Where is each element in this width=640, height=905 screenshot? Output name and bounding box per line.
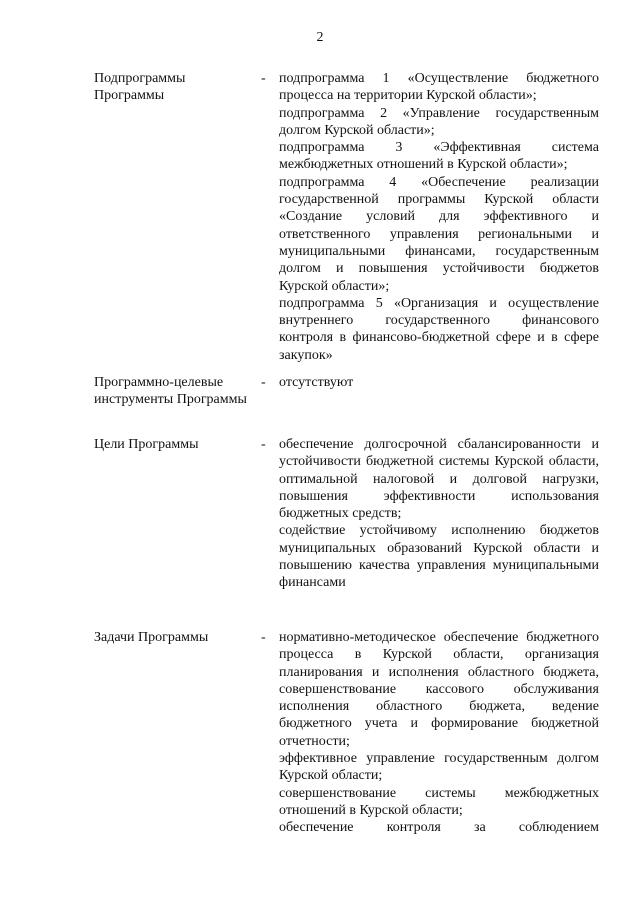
paragraph: подпрограмма 2 «Управление государственным долгом Курской области»; (279, 105, 599, 138)
paragraph: подпрограмма 1 «Осуществление бюджетного процесса на территории Курской области»; (279, 71, 599, 104)
section-dash: - (261, 437, 266, 452)
section-dash: - (261, 375, 266, 390)
section-label: Задачи Программы (94, 630, 209, 645)
paragraph: содействие устойчивому исполнению бюджетов муниципальных образований Курской области и повышению качества управления муниципальными финансами (279, 523, 599, 591)
paragraph: отсутствуют (279, 375, 354, 390)
paragraph: обеспечение контроля за соблюдением (279, 820, 599, 836)
paragraph: подпрограмма 3 «Эффективная система межбюджетных отношений в Курской области»; (279, 140, 599, 173)
section-content (279, 374, 599, 391)
section-dash: - (261, 71, 266, 86)
section-dash: - (261, 630, 266, 645)
paragraph: совершенствование системы межбюджетных отношений в Курской области; (279, 785, 599, 818)
paragraph: подпрограмма 4 «Обеспечение реализации государственной программы Курской области «Создание условий для эффективного и ответственного управления региональными и муниципальными финансами, государственным долгом и повышения устойчивости бюджетов Курской области»; (279, 174, 599, 294)
section-content (279, 70, 599, 364)
section-label: Подпрограммы Программы (94, 71, 186, 104)
page-number: 2 (316, 30, 324, 45)
section-label: Программно-целевые инструменты Программы (94, 375, 247, 408)
paragraph: эффективное управление государственным долгом Курской области; (279, 751, 599, 784)
paragraph: нормативно-методическое обеспечение бюджетного процесса в Курской области, организация планирования и исполнения областного бюджета, совершенствование кассового обслуживания исполнения областного бюджета, ведение бюджетного учета и формирование бюджетной отчетности; (279, 630, 599, 749)
section-label: Цели Программы (94, 437, 199, 452)
section-content (279, 436, 599, 592)
paragraph: подпрограмма 5 «Организация и осуществление внутреннего государственного финансового контроля в финансово-бюджетной сфере и в сфере закупок» (279, 295, 599, 363)
section-content (279, 629, 599, 837)
paragraph: обеспечение долгосрочной сбалансированности и устойчивости бюджетной системы Курской области, оптимальной налоговой и долговой нагрузки, повышения эффективности использования бюджетных средств; (279, 437, 599, 522)
